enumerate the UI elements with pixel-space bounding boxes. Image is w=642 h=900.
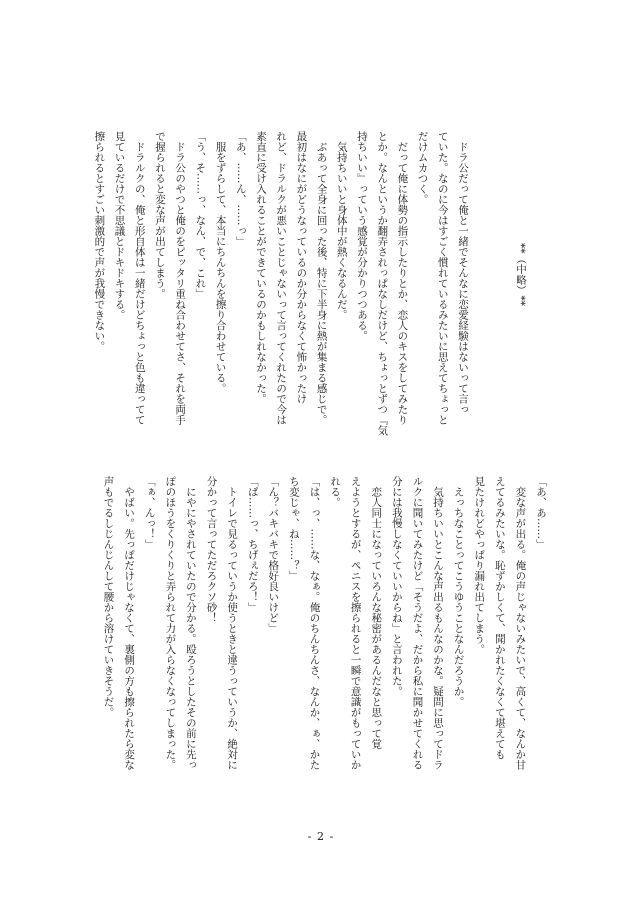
text-line: 「ぁ、んっ！」	[143, 476, 156, 550]
text-line: 「ん？バキバキで格好良いけど」	[267, 476, 280, 634]
text-line: えてるみたいな。恥ずかしくて、聞かれたくなくて堪えても	[493, 476, 506, 760]
text-line: 恋人同士になっていろんな秘密があるんだなと思って覚	[370, 476, 383, 749]
text-line: れど、ドラルクが悪いことじゃないって言ってくれたので今は	[275, 131, 288, 425]
text-line: ドラ公だって俺と一緒でそんなに恋愛経験はないって言っ	[457, 131, 469, 415]
text-line: 分かって言ってただろクソ砂！	[205, 476, 218, 623]
text-line: ぽのほうをくりくりと弄られて力が入らなくなってしまった。	[164, 476, 177, 770]
text-line: 見ているだけで不思議とドキドキする。	[113, 131, 126, 320]
lower-tier-text	[98, 476, 551, 776]
text-line: 「ぱ……っ、ちげぇだろ！」	[246, 476, 259, 613]
text-line: だって俺に体勢の指示したりとか、恋人のキスをしてみたり	[396, 131, 409, 425]
text-line: 服をずらして、本当にちんちんを擦り合わせている。	[214, 131, 227, 394]
text-line: やばい。先っぽだけじゃなくて、裏側の方も擦られたら変な	[123, 476, 136, 770]
text-line: だけムカつく。	[416, 131, 429, 205]
text-line: 「あ、……ん、……っ」	[234, 131, 247, 247]
page-number: - 2 -	[307, 830, 335, 843]
section-heading: **（中略）**	[515, 243, 527, 306]
text-line: 分には我慢しなくていいからね」と言われた。	[390, 476, 403, 697]
text-line: で握られると変な声が出てしまう。	[153, 131, 166, 299]
text-line: にやにやされていたので分かる。殴ろうとしたその前に先っ	[184, 476, 197, 770]
text-line: ドラルクの、俺と形自体は一緒だけどちょっと色も違ってて	[133, 131, 146, 425]
text-line: ドラ公のやつと俺のをピッタリ重ね合わせてさ、それを両手	[174, 131, 187, 425]
text-line: 「う、そ……っ、なん、で、これ」	[194, 131, 207, 299]
text-line: 素直に受け入れることができているのかもしれなかった。	[254, 131, 267, 404]
text-line: ぶあって全身に回った後、特に下半身に熱が集まる感じで。	[315, 131, 328, 425]
text-line: 気持ちいいと身体中が熱くなるんだ。	[335, 131, 348, 320]
text-line: えようとするが、ペニスを擦られると一瞬で意識がもっていか	[349, 476, 362, 770]
text-line: 最初はなにがどうなっているのか分からなくて怖かったけ	[295, 131, 308, 404]
text-line: 「は、っ、……な、なぁ。俺のちんちんさ、なんか、ぁ、かた	[308, 476, 321, 770]
text-line: 擦られるとすごい刺激的で声が我慢できない。	[93, 131, 106, 352]
text-line: 変な声が出る。俺の声じゃないみたいで、高くて、なんか甘	[514, 476, 527, 770]
text-line: えっちなことってこうゆうことなんだろうか。	[452, 476, 465, 707]
text-line: ていた。なのに今はすごく慣れているみたいに思えてちょっと	[436, 131, 449, 425]
text-line: れる。	[329, 476, 342, 508]
text-line: とか。なんというか翻弄されっぱなしだけど、ちょっとずつ『気	[376, 131, 389, 436]
text-line: 気持ちいいとこんな声出るもんなのかな。疑問に思ってドラ	[432, 476, 445, 770]
text-line: 持ちいい』っていう感覚が分かりつつある。	[355, 131, 368, 341]
text-line: ルクに聞いてみたけど「そうだよ、だから私に聞かせてくれる	[411, 476, 424, 770]
text-line: 声もでるしじんじんして腰から溶けていきそうだ。	[102, 476, 115, 718]
upper-tier-text	[89, 131, 473, 436]
text-line: ち変じゃ、ね……？」	[287, 476, 300, 581]
text-line: トイレで見るっていうか使うときと違うっていうか、絶対に	[226, 476, 239, 770]
text-line: 「あ、あ……」	[535, 476, 547, 550]
text-line: 見たけれどやっぱり漏れ出てしまう。	[473, 476, 486, 655]
